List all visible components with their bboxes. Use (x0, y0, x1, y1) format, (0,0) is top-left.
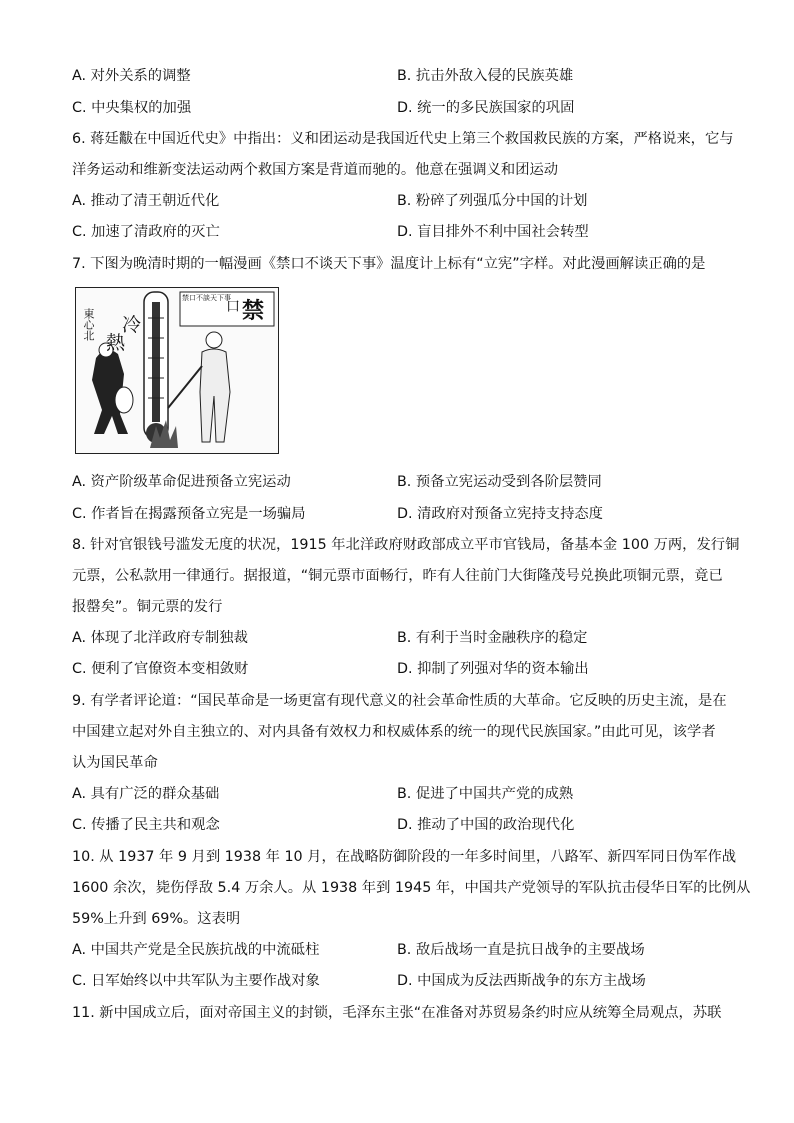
q8-option-d: D. 抑制了列强对华的资本输出 (397, 661, 589, 677)
q11-stem-line1: 11. 新中国成立后，面对帝国主义的封锁，毛泽东主张“在准备对苏贸易条约时应从统筹全局观点，苏联 (72, 1005, 722, 1021)
q6-stem-line1: 6. 蒋廷黻在中国近代史》中指出：义和团运动是我国近代史上第三个救国救民族的方案，严格说来，它与 (72, 131, 734, 147)
q9-option-b: B. 促进了中国共产党的成熟 (397, 786, 574, 802)
q8-option-a: A. 体现了北洋政府专制独裁 (72, 630, 248, 646)
q8-stem-line3: 报罄矣”。铜元票的发行 (72, 599, 223, 615)
cartoon-top-caption: 禁口不談天下事 (182, 294, 231, 302)
q7-option-a: A. 资产阶级革命促进预备立宪运动 (72, 474, 291, 490)
q8-stem-line2: 元票，公私款用一律通行。据报道，“铜元票市面畅行，昨有人往前门大街隆茂号兑换此项铜元票，竟已 (72, 568, 723, 584)
q5-option-a: A. 对外关系的调整 (72, 68, 191, 84)
q6-option-a: A. 推动了清王朝近代化 (72, 193, 220, 209)
q8-option-b: B. 有利于当时金融秩序的稳定 (397, 630, 588, 646)
cartoon-hot-char: 熱 (106, 332, 126, 354)
q5-option-b: B. 抗击外敌入侵的民族英雄 (397, 68, 574, 84)
q9-option-c: C. 传播了民主共和观念 (72, 817, 220, 833)
q7-option-b: B. 预备立宪运动受到各阶层赞同 (397, 474, 602, 490)
q10-stem-line3: 59%上升到 69%。这表明 (72, 911, 241, 927)
q10-stem-line1: 10. 从 1937 年 9 月到 1938 年 10 月，在战略防御阶段的一年多时间里，八路军、新四军同日伪军作战 (72, 849, 737, 865)
q8-option-c: C. 便利了官僚资本变相敛财 (72, 661, 249, 677)
q9-stem-line2: 中国建立起对外自主独立的、对内具备有效权力和权威体系的统一的现代民族国家。”由此可见，该学者 (72, 724, 716, 740)
q7-stem: 7. 下图为晚清时期的一幅漫画《禁口不谈天下事》温度计上标有“立宪”字样。对此漫画解读正确的是 (72, 256, 706, 272)
cartoon-left-caption: 東心北 (82, 308, 95, 341)
q9-stem-line1: 9. 有学者评论道：“国民革命是一场更富有现代意义的社会革命性质的大革命。它反映的历史主流，是在 (72, 693, 727, 709)
q7-option-c: C. 作者旨在揭露预备立宪是一场骗局 (72, 506, 306, 522)
q6-option-d: D. 盲目排外不利中国社会转型 (397, 224, 589, 240)
q6-option-c: C. 加速了清政府的灭亡 (72, 224, 220, 240)
q10-option-c: C. 日军始终以中共军队为主要作战对象 (72, 973, 320, 989)
q9-option-a: A. 具有广泛的群众基础 (72, 786, 220, 802)
q10-option-b: B. 敌后战场一直是抗日战争的主要战场 (397, 942, 645, 958)
q6-stem-line2: 洋务运动和维新变法运动两个救国方案是背道而驰的。他意在强调义和团运动 (72, 162, 559, 178)
q8-stem-line1: 8. 针对官银钱号滥发无度的状况，1915 年北洋政府财政部成立平市官钱局，备基本金 100 万两，发行铜 (72, 537, 740, 553)
q10-stem-line2: 1600 余次，毙伤俘敌 5.4 万余人。从 1938 年到 1945 年，中国共产党领导的军队抗击侵华日军的比例从 (72, 880, 751, 896)
cartoon-mouth-char: 口 (226, 299, 240, 315)
cartoon-cold-char: 冷 (122, 314, 142, 336)
q9-option-d: D. 推动了中国的政治现代化 (397, 817, 575, 833)
q10-option-d: D. 中国成为反法西斯战争的东方主战场 (397, 973, 646, 989)
cartoon-image (75, 287, 279, 454)
cartoon-forbid-char: 禁 (242, 298, 265, 324)
q10-option-a: A. 中国共产党是全民族抗战的中流砥柱 (72, 942, 320, 958)
q6-option-b: B. 粉碎了列强瓜分中国的计划 (397, 193, 588, 209)
q9-stem-line3: 认为国民革命 (72, 755, 158, 771)
q5-option-c: C. 中央集权的加强 (72, 100, 192, 116)
q7-option-d: D. 清政府对预备立宪持支持态度 (397, 506, 603, 522)
q5-option-d: D. 统一的多民族国家的巩固 (397, 100, 575, 116)
